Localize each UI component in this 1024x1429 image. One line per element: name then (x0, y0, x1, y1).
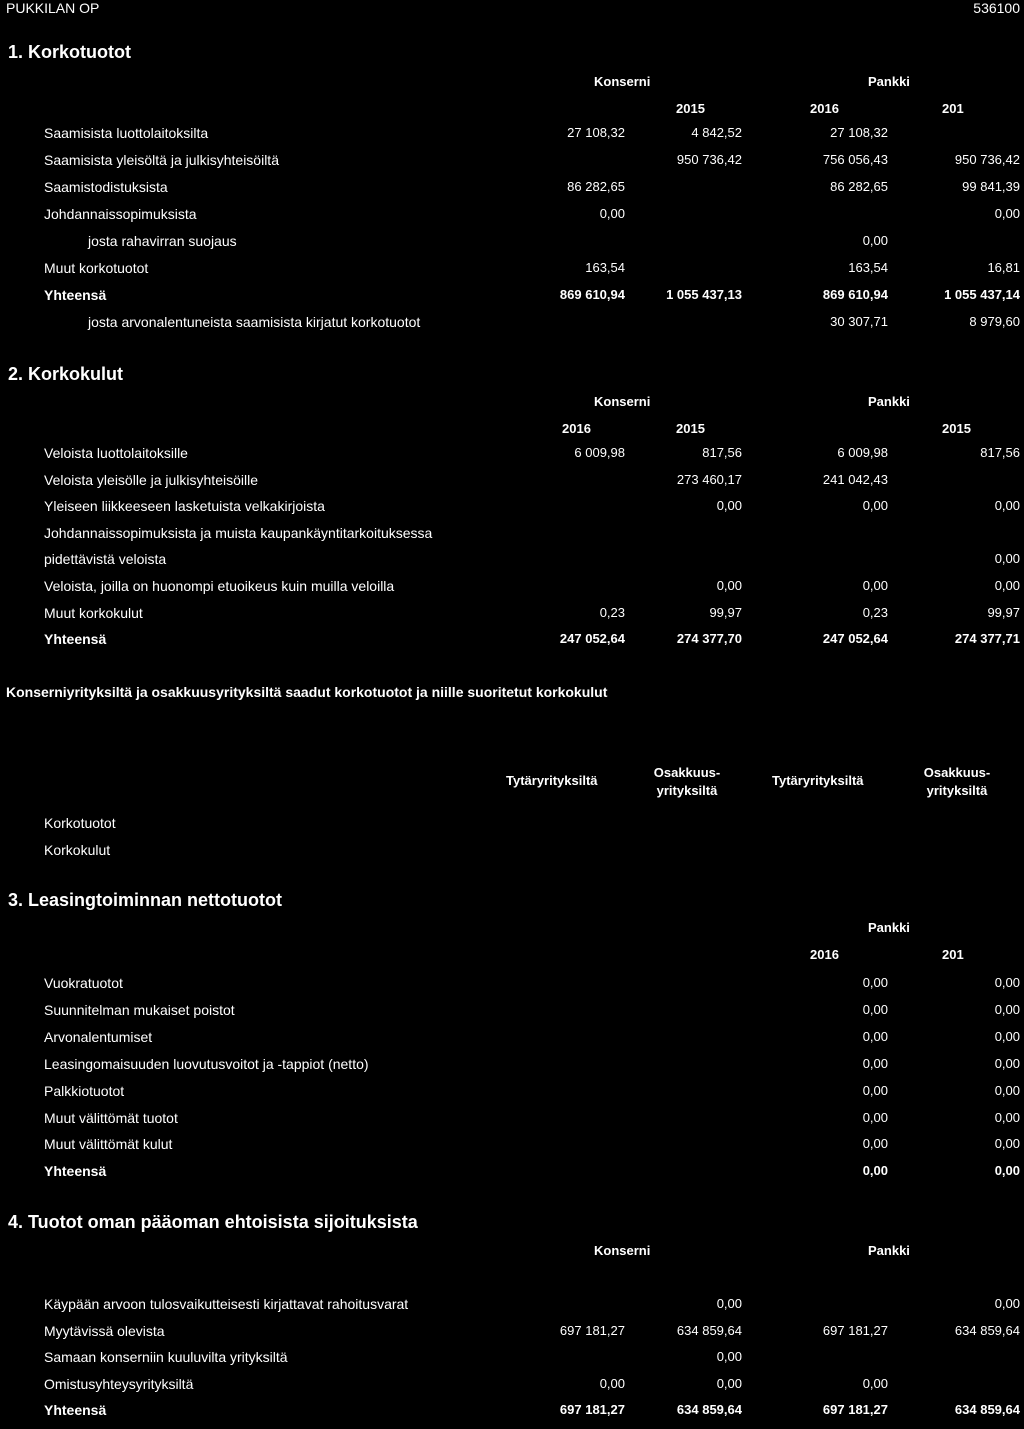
cell-value: 0,00 (994, 1082, 1020, 1098)
table-row (0, 179, 1024, 206)
table-row (0, 1110, 1024, 1137)
cell-value: 0,00 (716, 1349, 742, 1364)
row-label: Yhteensä (44, 1402, 107, 1418)
row-label: Arvonalentumiset (44, 1028, 153, 1045)
table-row (0, 1083, 1024, 1110)
table-row (0, 1402, 1024, 1429)
cell-value: 273 460,17 (676, 471, 742, 487)
section-title-leasing: 3. Leasingtoiminnan nettotuotot (8, 890, 282, 910)
year-header: 2016 (810, 947, 839, 962)
cell-value: 274 377,71 (954, 631, 1020, 647)
group-header-pankki: Pankki (868, 1243, 910, 1258)
bank-code: 536100 (973, 0, 1020, 16)
cell-value: 0,00 (862, 498, 888, 514)
cell-value: 30 307,71 (830, 314, 888, 329)
cell-value: 0,00 (862, 1082, 888, 1098)
cell-value: 0,00 (994, 1136, 1020, 1152)
row-label: Veloista luottolaitoksille (44, 445, 188, 461)
table-row (0, 152, 1024, 179)
group-header-pankki: Pankki (868, 74, 910, 89)
year-header: 201 (942, 947, 964, 962)
table-row (0, 206, 1024, 233)
cell-value: 163,54 (585, 260, 625, 275)
cell-value: 163,54 (848, 260, 888, 275)
row-label: Korkotuotot (44, 815, 116, 831)
cell-value: 0,00 (994, 206, 1020, 221)
table-row (0, 260, 1024, 287)
cell-value: 634 859,64 (954, 1402, 1020, 1417)
cell-value: 0,23 (599, 604, 625, 620)
table-row (0, 1056, 1024, 1083)
cell-value: 0,23 (862, 604, 888, 620)
cell-value: 247 052,64 (559, 631, 625, 647)
cell-value: 1 055 437,13 (666, 287, 742, 302)
cell-value: 0,00 (862, 233, 888, 248)
row-label: Yhteensä (44, 631, 107, 648)
cell-value: 950 736,42 (676, 152, 742, 167)
year-header: 2016 (562, 421, 591, 436)
year-header: 2015 (942, 421, 971, 436)
row-label: Yhteensä (44, 1163, 107, 1180)
row-label: Käypään arvoon tulosvaikutteisesti kirjattavat rahoitusvarat (44, 1296, 409, 1312)
cell-value: 0,00 (862, 1028, 888, 1044)
cell-value: 0,00 (994, 1296, 1020, 1311)
cell-value: 6 009,98 (574, 445, 625, 460)
cell-value: 1 055 437,14 (944, 287, 1020, 302)
table-row (0, 125, 1024, 152)
row-label: Palkkiotuotot (44, 1082, 125, 1099)
table-row (0, 1376, 1024, 1403)
cell-value: 0,00 (994, 1001, 1020, 1017)
row-label: Saamisista luottolaitoksilta (44, 125, 209, 141)
cell-value: 241 042,43 (822, 471, 888, 487)
section-title-oman-paaoman-sijoitukset: 4. Tuotot oman pääoman ehtoisista sijoituksista (8, 1212, 418, 1232)
row-label: Suunnitelman mukaiset poistot (44, 1001, 235, 1018)
row-label: Saamistodistuksista (44, 179, 168, 195)
row-label: josta arvonalentuneista saamisista kirjatut korkotuotot (88, 314, 421, 330)
year-header: 2015 (676, 101, 705, 116)
cell-value: 0,00 (862, 578, 888, 593)
cell-value: 6 009,98 (837, 445, 888, 460)
cell-value: 0,00 (862, 1375, 888, 1391)
row-label: Yleiseen liikkeeseen lasketuista velkakirjoista (44, 498, 325, 515)
table-row (0, 1163, 1024, 1190)
cell-value: 0,00 (994, 1028, 1020, 1044)
table-row (0, 578, 1024, 605)
table-row (0, 1002, 1024, 1029)
section-title-korkokulut: 2. Korkokulut (8, 364, 124, 384)
cell-value: 27 108,32 (567, 125, 625, 140)
cell-value: 27 108,32 (830, 125, 888, 140)
cell-value: 869 610,94 (559, 287, 625, 302)
cell-value: 99 841,39 (962, 179, 1020, 194)
cell-value: 756 056,43 (822, 152, 888, 167)
cell-value: 697 181,27 (822, 1402, 888, 1417)
row-label: pidettävistä veloista (44, 551, 167, 568)
cell-value: 8 979,60 (969, 314, 1020, 329)
cell-value: 0,00 (862, 1055, 888, 1071)
table-row (0, 525, 1024, 552)
row-label: Veloista yleisölle ja julkisyhteisöille (44, 471, 258, 488)
cell-value: 274 377,70 (676, 631, 742, 647)
cell-value: 99,97 (709, 604, 742, 620)
cell-value: 0,00 (716, 498, 742, 514)
cell-value: 0,00 (994, 1055, 1020, 1071)
row-label: Vuokratuotot (44, 975, 123, 991)
row-label: Yhteensä (44, 287, 107, 303)
table-row (0, 975, 1024, 1002)
cell-value: 0,00 (994, 1109, 1020, 1125)
table-row (0, 498, 1024, 525)
column-header-line: Osakkuus- (923, 765, 991, 780)
cell-value: 634 859,64 (676, 1322, 742, 1338)
cell-value: 247 052,64 (822, 631, 888, 647)
table-row (0, 842, 1024, 869)
group-header-konserni: Konserni (594, 394, 651, 409)
row-label: Muut välittömät kulut (44, 1136, 173, 1153)
cell-value: 0,00 (994, 498, 1020, 514)
table-row (0, 815, 1024, 842)
table-row (0, 445, 1024, 472)
cell-value: 0,00 (994, 551, 1020, 567)
cell-value: 4 842,52 (691, 125, 742, 140)
row-label: Veloista, joilla on huonompi etuoikeus kuin muilla veloilla (44, 578, 395, 594)
section-title-konserniyritykset: Konserniyrityksiltä ja osakkuusyrityksiltä saadut korkotuotot ja niille suoritetut korkokulut (6, 684, 608, 700)
row-label: Samaan konserniin kuuluvilta yrityksiltä (44, 1349, 288, 1365)
cell-value: 0,00 (716, 1375, 742, 1391)
row-label: Korkokulut (44, 842, 111, 858)
bank-name: PUKKILAN OP (6, 0, 100, 16)
column-header-osakkuusyrityksilta (912, 764, 1002, 800)
cell-value: 817,56 (980, 445, 1020, 460)
year-header: 201 (942, 101, 964, 116)
table-row (0, 1296, 1024, 1323)
cell-value: 0,00 (716, 578, 742, 593)
cell-value: 0,00 (862, 1001, 888, 1017)
cell-value: 0,00 (862, 1136, 888, 1152)
column-header-line: yrityksiltä (656, 783, 718, 798)
section-title-korkotuotot: 1. Korkotuotot (8, 42, 131, 62)
row-label: Saamisista yleisöltä ja julkisyhteisöiltä (44, 152, 279, 168)
cell-value: 634 859,64 (676, 1402, 742, 1417)
table-row (0, 1349, 1024, 1376)
cell-value: 0,00 (994, 578, 1020, 593)
cell-value: 950 736,42 (954, 152, 1020, 167)
cell-value: 86 282,65 (830, 179, 888, 194)
year-header: 2015 (676, 421, 705, 436)
group-header-konserni: Konserni (594, 74, 651, 89)
table-row (0, 233, 1024, 260)
table-row (0, 1323, 1024, 1350)
row-label: Muut välittömät tuotot (44, 1109, 178, 1126)
table-row (0, 287, 1024, 314)
group-header-pankki: Pankki (868, 920, 910, 935)
row-label: josta rahavirran suojaus (88, 233, 237, 249)
cell-value: 697 181,27 (559, 1402, 625, 1417)
cell-value: 86 282,65 (567, 179, 625, 194)
cell-value: 0,00 (994, 975, 1020, 990)
cell-value: 0,00 (716, 1296, 742, 1311)
cell-value: 869 610,94 (822, 287, 888, 302)
table-row (0, 1136, 1024, 1163)
cell-value: 697 181,27 (822, 1322, 888, 1338)
column-header-line: yrityksiltä (926, 783, 988, 798)
cell-value: 817,56 (702, 445, 742, 460)
row-label: Omistusyhteysyrityksiltä (44, 1375, 194, 1392)
table-row (0, 472, 1024, 499)
row-label: Leasingomaisuuden luovutusvoitot ja -tappiot (netto) (44, 1055, 369, 1072)
cell-value: 0,00 (599, 206, 625, 221)
cell-value: 697 181,27 (559, 1322, 625, 1338)
row-label: Muut korkotuotot (44, 260, 149, 276)
cell-value: 634 859,64 (954, 1322, 1020, 1338)
group-header-pankki: Pankki (868, 394, 910, 409)
table-row (0, 551, 1024, 578)
column-header-tytaryrityksilta: Tytäryrityksiltä (772, 773, 864, 788)
cell-value: 0,00 (994, 1163, 1020, 1179)
column-header-line: Osakkuus- (653, 765, 721, 780)
cell-value: 16,81 (987, 260, 1020, 275)
row-label: Muut korkokulut (44, 604, 143, 621)
cell-value: 0,00 (862, 975, 888, 990)
table-row (0, 631, 1024, 658)
cell-value: 0,00 (862, 1109, 888, 1125)
group-header-konserni: Konserni (594, 1243, 651, 1258)
table-row (0, 605, 1024, 632)
row-label: Johdannaissopimuksista (44, 206, 197, 222)
year-header: 2016 (810, 101, 839, 116)
table-row (0, 1029, 1024, 1056)
column-header-osakkuusyrityksilta (642, 764, 732, 800)
cell-value: 0,00 (862, 1163, 888, 1179)
column-header-tytaryrityksilta: Tytäryrityksiltä (506, 773, 598, 788)
cell-value: 0,00 (599, 1375, 625, 1391)
table-row (0, 314, 1024, 341)
row-label: Myytävissä olevista (44, 1322, 165, 1339)
cell-value: 99,97 (987, 604, 1020, 620)
row-label: Johdannaissopimuksista ja muista kaupankäyntitarkoituksessa (44, 524, 433, 541)
